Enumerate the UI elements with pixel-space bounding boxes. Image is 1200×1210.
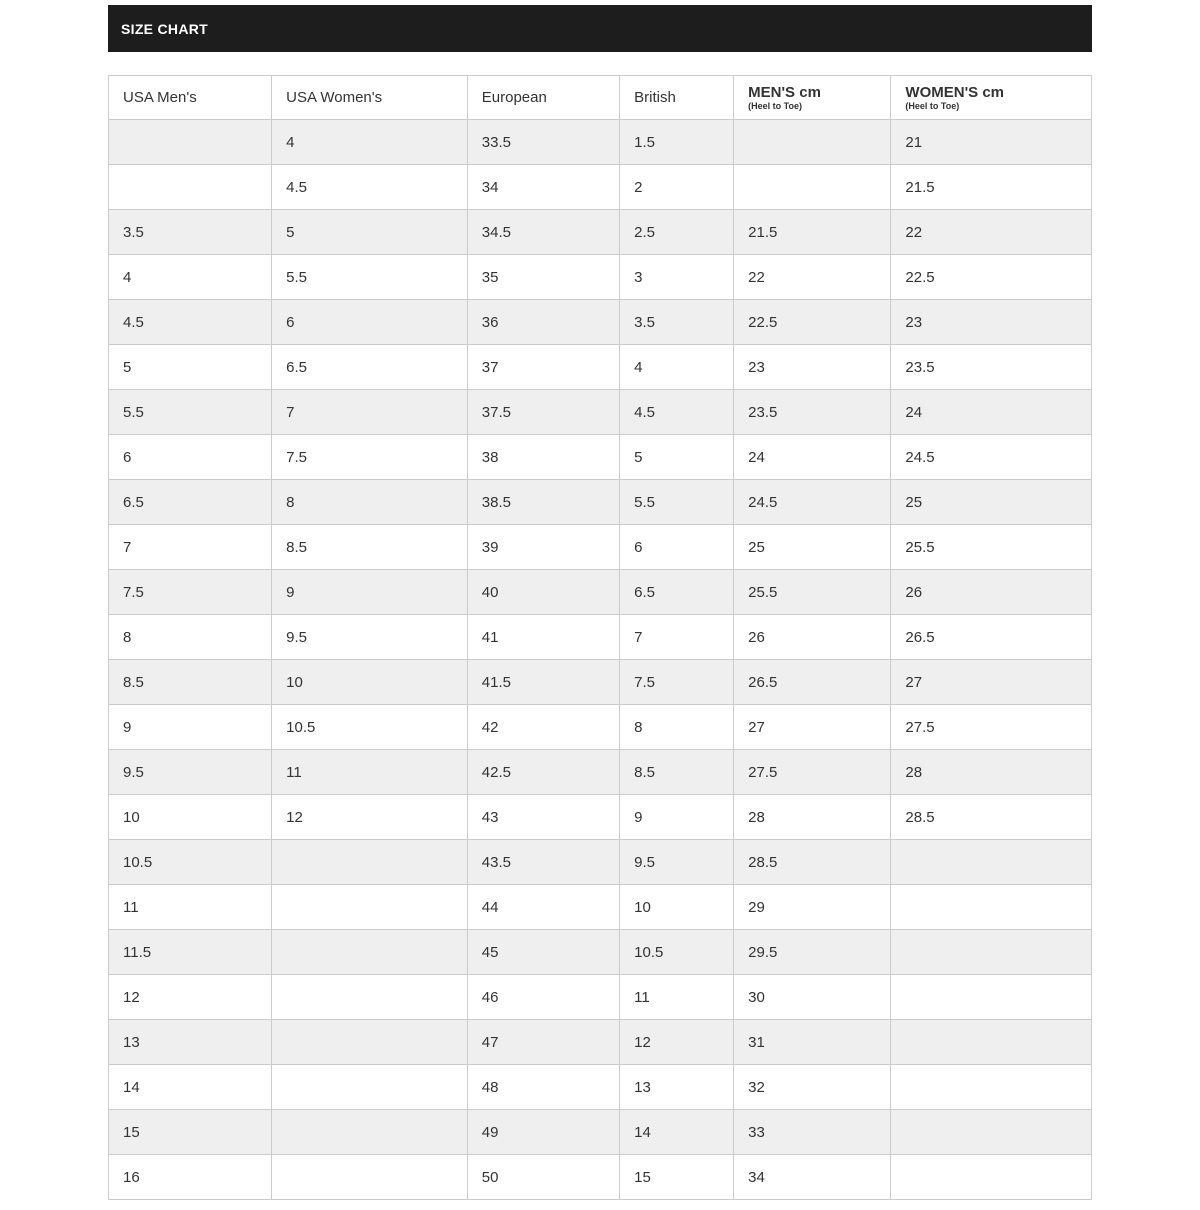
cell: 30	[734, 975, 891, 1020]
cell	[109, 120, 272, 165]
table-row	[109, 930, 1092, 975]
cell: 36	[467, 300, 619, 345]
cell: 9	[109, 705, 272, 750]
cell: 22	[891, 210, 1092, 255]
size-chart-title: SIZE CHART	[121, 20, 208, 37]
cell: 25	[734, 525, 891, 570]
cell: 21.5	[891, 165, 1092, 210]
cell: 23	[734, 345, 891, 390]
cell: 24	[734, 435, 891, 480]
cell	[891, 975, 1092, 1020]
cell: 34	[734, 1155, 891, 1200]
cell: 8.5	[109, 660, 272, 705]
table-head	[109, 76, 1092, 120]
cell: 37.5	[467, 390, 619, 435]
cell: 7	[272, 390, 468, 435]
cell: 9.5	[109, 750, 272, 795]
cell	[891, 1110, 1092, 1155]
cell: 6.5	[272, 345, 468, 390]
cell: 25.5	[734, 570, 891, 615]
table-row	[109, 750, 1092, 795]
cell	[734, 165, 891, 210]
cell: 6	[620, 525, 734, 570]
cell: 24.5	[734, 480, 891, 525]
cell: 6.5	[620, 570, 734, 615]
cell	[272, 1110, 468, 1155]
table-row	[109, 345, 1092, 390]
cell: 24	[891, 390, 1092, 435]
table-row	[109, 795, 1092, 840]
cell	[272, 1020, 468, 1065]
column-header	[109, 76, 272, 120]
cell: 24.5	[891, 435, 1092, 480]
cell: 34	[467, 165, 619, 210]
cell: 42.5	[467, 750, 619, 795]
cell: 5	[620, 435, 734, 480]
cell: 10	[272, 660, 468, 705]
cell: 47	[467, 1020, 619, 1065]
cell: 23.5	[734, 390, 891, 435]
table-row	[109, 1065, 1092, 1110]
table-row	[109, 885, 1092, 930]
cell: 25.5	[891, 525, 1092, 570]
column-header-sublabel: (Heel to Toe)	[748, 100, 802, 111]
cell: 50	[467, 1155, 619, 1200]
cell: 28	[734, 795, 891, 840]
cell: 7.5	[620, 660, 734, 705]
cell: 4	[620, 345, 734, 390]
size-chart-title-bar	[108, 5, 1092, 52]
cell: 12	[109, 975, 272, 1020]
cell: 4.5	[620, 390, 734, 435]
cell: 6	[272, 300, 468, 345]
cell: 21.5	[734, 210, 891, 255]
cell: 25	[891, 480, 1092, 525]
cell	[272, 840, 468, 885]
cell: 11	[109, 885, 272, 930]
cell: 8.5	[272, 525, 468, 570]
cell: 21	[891, 120, 1092, 165]
cell	[109, 165, 272, 210]
cell: 15	[620, 1155, 734, 1200]
cell: 32	[734, 1065, 891, 1110]
table-row	[109, 840, 1092, 885]
cell: 11.5	[109, 930, 272, 975]
cell: 4	[109, 255, 272, 300]
cell	[272, 930, 468, 975]
cell: 28.5	[891, 795, 1092, 840]
cell	[272, 1155, 468, 1200]
cell: 37	[467, 345, 619, 390]
cell: 22.5	[891, 255, 1092, 300]
table-row	[109, 705, 1092, 750]
cell: 42	[467, 705, 619, 750]
cell: 9	[620, 795, 734, 840]
cell: 11	[620, 975, 734, 1020]
cell: 14	[620, 1110, 734, 1155]
cell: 45	[467, 930, 619, 975]
cell: 28.5	[734, 840, 891, 885]
cell: 26	[891, 570, 1092, 615]
cell: 29.5	[734, 930, 891, 975]
cell: 9.5	[272, 615, 468, 660]
cell: 6.5	[109, 480, 272, 525]
cell: 13	[620, 1065, 734, 1110]
cell: 7.5	[109, 570, 272, 615]
cell: 5.5	[620, 480, 734, 525]
cell	[891, 840, 1092, 885]
cell: 48	[467, 1065, 619, 1110]
cell: 38.5	[467, 480, 619, 525]
cell: 38	[467, 435, 619, 480]
cell: 7.5	[272, 435, 468, 480]
cell: 8	[272, 480, 468, 525]
cell: 8.5	[620, 750, 734, 795]
size-chart-table	[108, 75, 1092, 1200]
cell	[272, 975, 468, 1020]
cell: 33	[734, 1110, 891, 1155]
table-row	[109, 255, 1092, 300]
column-header-label: European	[481, 89, 547, 106]
column-header	[891, 76, 1092, 120]
cell: 39	[467, 525, 619, 570]
cell: 26.5	[891, 615, 1092, 660]
cell: 12	[620, 1020, 734, 1065]
cell: 44	[467, 885, 619, 930]
cell	[891, 1155, 1092, 1200]
cell: 16	[109, 1155, 272, 1200]
cell: 5.5	[272, 255, 468, 300]
cell	[272, 1065, 468, 1110]
cell: 9.5	[620, 840, 734, 885]
table-row	[109, 570, 1092, 615]
cell: 27	[734, 705, 891, 750]
cell: 22.5	[734, 300, 891, 345]
cell: 27	[891, 660, 1092, 705]
cell: 8	[109, 615, 272, 660]
cell: 4.5	[272, 165, 468, 210]
cell: 29	[734, 885, 891, 930]
cell: 7	[620, 615, 734, 660]
table-row	[109, 300, 1092, 345]
header-row	[109, 76, 1092, 120]
cell: 10	[620, 885, 734, 930]
cell: 23	[891, 300, 1092, 345]
cell: 49	[467, 1110, 619, 1155]
cell: 31	[734, 1020, 891, 1065]
cell: 5.5	[109, 390, 272, 435]
cell: 26	[734, 615, 891, 660]
cell: 11	[272, 750, 468, 795]
column-header	[272, 76, 468, 120]
table-row	[109, 975, 1092, 1020]
column-header-sublabel: (Heel to Toe)	[905, 100, 960, 111]
table-row	[109, 165, 1092, 210]
table-row	[109, 120, 1092, 165]
cell	[272, 885, 468, 930]
cell: 26.5	[734, 660, 891, 705]
column-header-label: WOMEN'S cm	[905, 83, 1004, 101]
column-header	[620, 76, 734, 120]
cell: 13	[109, 1020, 272, 1065]
table-row	[109, 435, 1092, 480]
table-row	[109, 390, 1092, 435]
table-row	[109, 480, 1092, 525]
cell: 7	[109, 525, 272, 570]
cell: 27.5	[734, 750, 891, 795]
cell: 28	[891, 750, 1092, 795]
cell: 6	[109, 435, 272, 480]
cell: 27.5	[891, 705, 1092, 750]
cell: 2.5	[620, 210, 734, 255]
cell: 34.5	[467, 210, 619, 255]
cell: 46	[467, 975, 619, 1020]
column-header	[734, 76, 891, 120]
cell: 10	[109, 795, 272, 840]
cell: 41	[467, 615, 619, 660]
table-row	[109, 615, 1092, 660]
cell	[734, 120, 891, 165]
cell: 23.5	[891, 345, 1092, 390]
table-row	[109, 210, 1092, 255]
cell: 15	[109, 1110, 272, 1155]
table-row	[109, 1155, 1092, 1200]
cell	[891, 1065, 1092, 1110]
cell: 43.5	[467, 840, 619, 885]
cell: 41.5	[467, 660, 619, 705]
cell: 1.5	[620, 120, 734, 165]
cell: 5	[109, 345, 272, 390]
cell: 33.5	[467, 120, 619, 165]
cell	[891, 885, 1092, 930]
cell: 35	[467, 255, 619, 300]
cell: 4.5	[109, 300, 272, 345]
cell: 4	[272, 120, 468, 165]
cell: 10.5	[620, 930, 734, 975]
column-header-label: USA Women's	[286, 89, 383, 106]
column-header-label: MEN'S cm	[748, 83, 821, 101]
table-row	[109, 660, 1092, 705]
column-header-label: USA Men's	[123, 89, 197, 106]
column-header-label: British	[634, 89, 676, 106]
column-header	[467, 76, 619, 120]
table-row	[109, 525, 1092, 570]
cell: 3.5	[620, 300, 734, 345]
cell: 14	[109, 1065, 272, 1110]
cell	[891, 930, 1092, 975]
table-row	[109, 1110, 1092, 1155]
table-row	[109, 1020, 1092, 1065]
cell: 2	[620, 165, 734, 210]
cell: 10.5	[272, 705, 468, 750]
cell: 3.5	[109, 210, 272, 255]
table-body	[109, 120, 1092, 1200]
cell: 40	[467, 570, 619, 615]
cell: 43	[467, 795, 619, 840]
cell: 10.5	[109, 840, 272, 885]
cell: 3	[620, 255, 734, 300]
cell: 9	[272, 570, 468, 615]
cell: 22	[734, 255, 891, 300]
cell	[891, 1020, 1092, 1065]
cell: 5	[272, 210, 468, 255]
cell: 12	[272, 795, 468, 840]
cell: 8	[620, 705, 734, 750]
